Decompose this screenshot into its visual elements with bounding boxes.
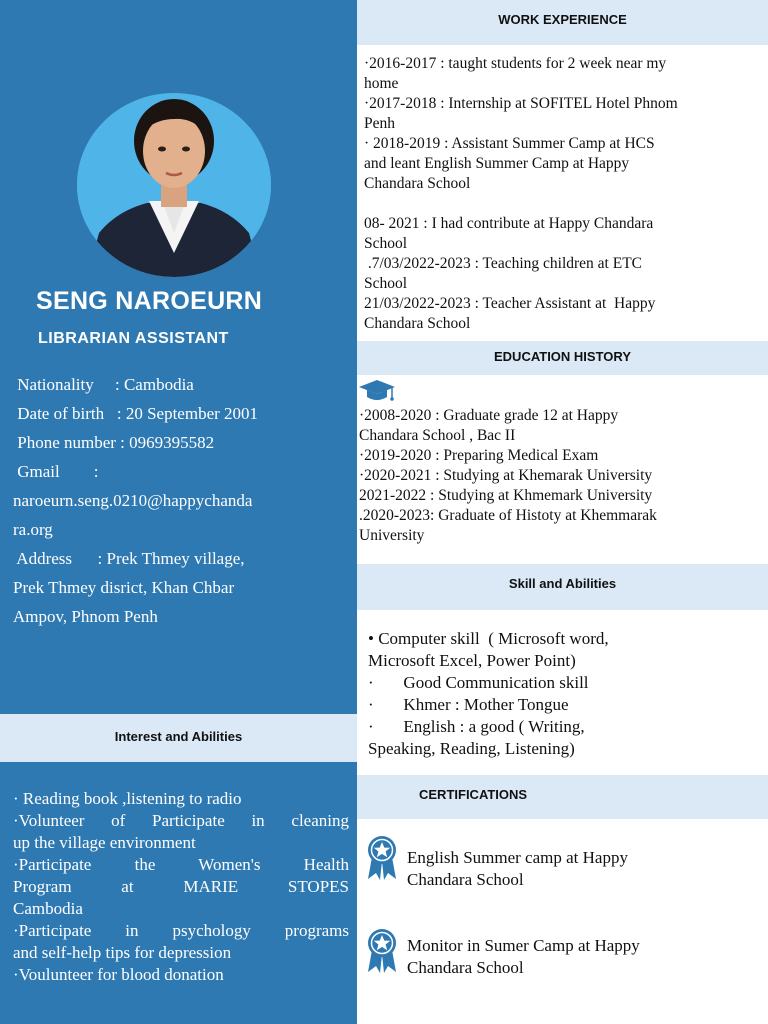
education-line: University <box>359 527 425 544</box>
work-line: School <box>364 275 408 292</box>
job-title: LIBRARIAN ASSISTANT <box>38 330 229 347</box>
skill-line: · Khmer : Mother Tongue <box>368 695 569 714</box>
interest-item: ·Volunteer of Participate in cleaning <box>13 811 349 830</box>
graduation-cap-icon <box>358 378 396 404</box>
interest-item: up the village environment <box>13 833 196 852</box>
education-line: ·2019-2020 : Preparing Medical Exam <box>359 447 599 464</box>
work-line: and leant English Summer Camp at Happy <box>364 155 630 172</box>
skill-line: · Good Communication skill <box>368 673 589 692</box>
certifications-heading: CERTIFICATIONS <box>357 775 768 819</box>
certification-item <box>407 847 747 891</box>
info-phone: Phone number : 0969395582 <box>13 433 215 452</box>
skill-line: Speaking, Reading, Listening) <box>368 739 575 758</box>
work-line <box>364 194 764 214</box>
work-line: ·2016-2017 : taught students for 2 week near my <box>364 55 667 72</box>
info-nationality: Nationality : Cambodia <box>13 375 194 394</box>
interest-list <box>13 788 349 986</box>
work-list <box>364 54 764 334</box>
education-line: 2021-2022 : Studying at Khmemark University <box>359 487 653 504</box>
interest-item: ·Participate in psychology programs <box>13 921 349 940</box>
interest-item: ·Voulunteer for blood donation <box>13 965 224 984</box>
skills-heading: Skill and Abilities <box>357 564 768 610</box>
skill-line: Microsoft Excel, Power Point) <box>368 651 576 670</box>
info-gmail-value-cont: ra.org <box>13 520 53 539</box>
skills-list <box>368 628 763 760</box>
certification-title-cont: Chandara School <box>407 870 524 889</box>
work-line: Chandara School <box>364 175 471 192</box>
work-line: 08- 2021 : I had contribute at Happy Chandara <box>364 215 654 232</box>
skill-line: • Computer skill ( Microsoft word, <box>368 629 609 648</box>
info-date-of-birth: Date of birth : 20 September 2001 <box>13 404 259 423</box>
work-line: School <box>364 235 408 252</box>
skill-line: · English : a good ( Writing, <box>368 717 585 736</box>
work-line: Penh <box>364 115 395 132</box>
work-line: .7/03/2022-2023 : Teaching children at ETC <box>364 255 643 272</box>
work-line: · 2018-2019 : Assistant Summer Camp at HCS <box>364 135 655 152</box>
interest-item: Cambodia <box>13 899 83 918</box>
interest-heading: Interest and Abilities <box>0 714 357 762</box>
interest-item: · Reading book ,listening to radio <box>13 789 242 808</box>
work-line: Chandara School <box>364 315 471 332</box>
profile-photo-illustration <box>77 93 271 277</box>
education-heading: EDUCATION HISTORY <box>357 341 768 375</box>
education-line: ·2020-2021 : Studying at Khemarak University <box>359 467 653 484</box>
info-address-cont: Prek Thmey disrict, Khan Chbar <box>13 578 235 597</box>
profile-photo <box>77 93 271 277</box>
medal-icon <box>366 928 398 974</box>
info-gmail-label: Gmail : <box>13 462 99 481</box>
interest-item: Program at MARIE STOPES <box>13 877 349 896</box>
certification-title-cont: Chandara School <box>407 958 524 977</box>
medal-icon <box>366 835 398 881</box>
work-line: home <box>364 75 399 92</box>
certification-title: English Summer camp at Happy <box>407 848 628 867</box>
education-line: Chandara School , Bac II <box>359 427 516 444</box>
education-list <box>359 406 764 546</box>
work-line: ·2017-2018 : Internship at SOFITEL Hotel Phnom <box>364 95 678 112</box>
certification-title: Monitor in Sumer Camp at Happy <box>407 936 640 955</box>
work-heading: WORK EXPERIENCE <box>357 0 768 45</box>
info-gmail-value: naroeurn.seng.0210@happychanda <box>13 491 253 510</box>
interest-item: and self-help tips for depression <box>13 943 232 962</box>
work-line: 21/03/2022-2023 : Teacher Assistant at Happy <box>364 295 656 312</box>
person-name: SENG NAROEURN <box>36 287 263 315</box>
certification-item <box>407 935 747 979</box>
info-address: Address : Prek Thmey village, <box>13 549 245 568</box>
education-line: .2020-2023: Graduate of Histoty at Khemmarak <box>359 507 657 524</box>
info-address-cont2: Ampov, Phnom Penh <box>13 607 158 626</box>
education-line: ·2008-2020 : Graduate grade 12 at Happy <box>359 407 619 424</box>
interest-item: ·Participate the Women's Health <box>13 855 349 874</box>
